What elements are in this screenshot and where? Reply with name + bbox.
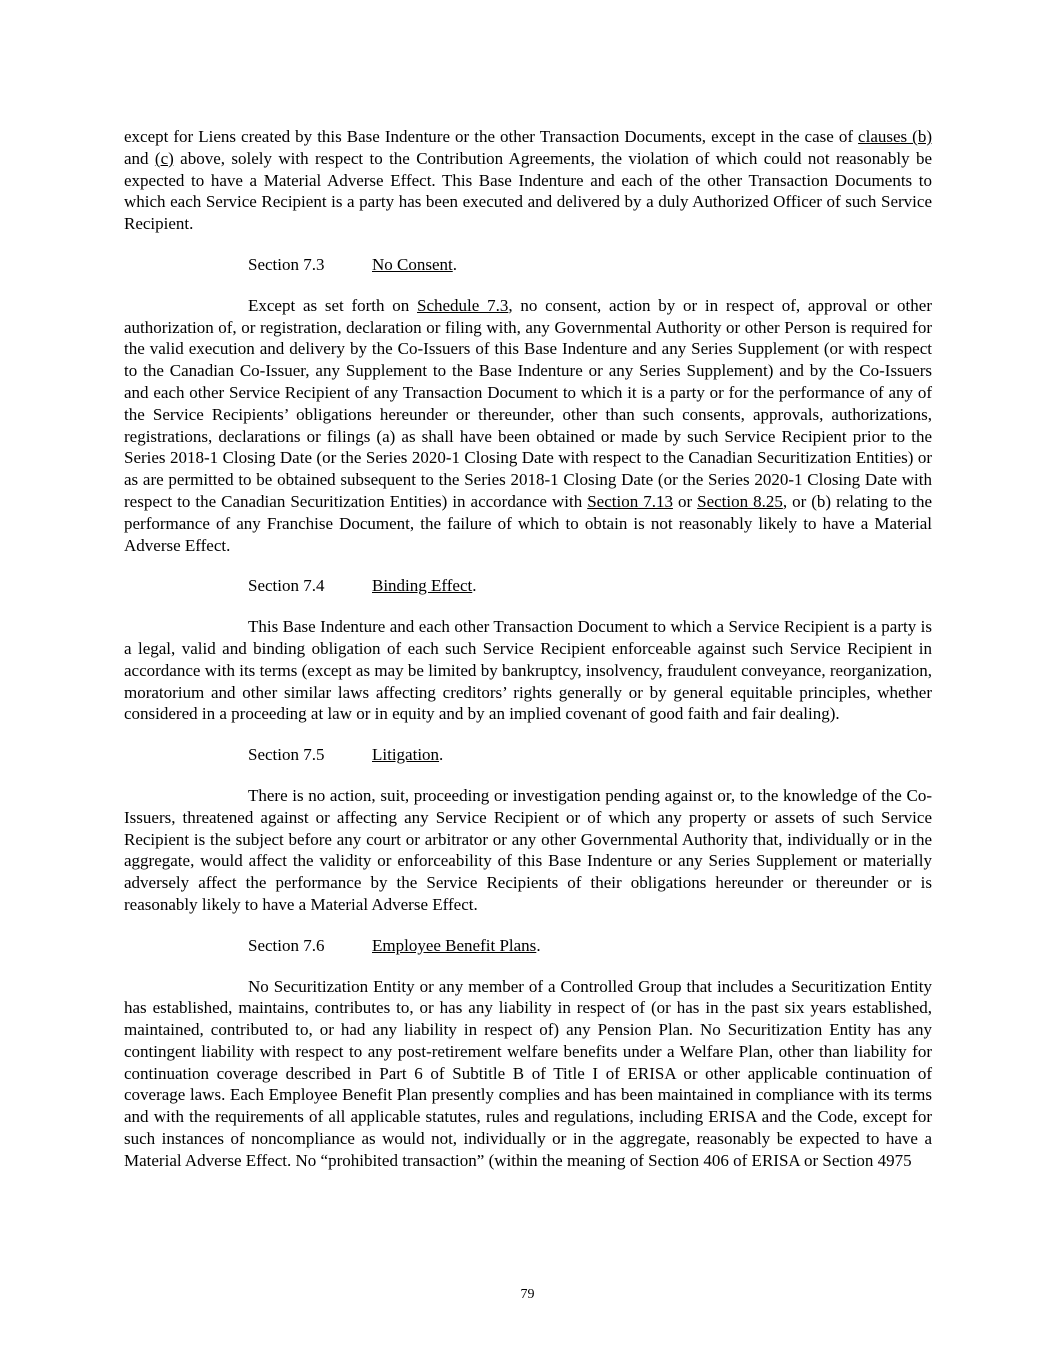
intro-text-2: and — [124, 148, 155, 168]
section-7-6-period: . — [536, 935, 541, 955]
schedule-7-3-reference: Schedule 7.3 — [417, 295, 509, 315]
section-7-3-period: . — [452, 254, 457, 274]
clause-c-reference: (c) — [154, 148, 174, 168]
section-7-5-period: . — [439, 745, 444, 765]
section-7-6-title: Employee Benefit Plans — [372, 935, 537, 955]
section-7-3-number: Section 7.3 — [248, 254, 325, 274]
section-8-25-reference: Section 8.25 — [697, 491, 783, 511]
intro-text-1: except for Liens created by this Base Indenture or the other Transaction Documents, except in the case of — [124, 127, 859, 146]
section-7-3-text-3: or — [672, 491, 698, 511]
section-7-6-number: Section 7.6 — [248, 935, 325, 955]
section-7-5-number: Section 7.5 — [248, 745, 325, 765]
section-7-6-heading — [248, 935, 932, 957]
section-7-3-text-1: Except as set forth on — [248, 295, 418, 315]
section-7-3-title: No Consent — [372, 254, 453, 274]
section-7-6-body: No Securitization Entity or any member of a Controlled Group that includes a Securitization Entity has established, maintains, contributes to, or has any liability in respect of (or has in the past six years established, maintained, contributed to, or had any liability in respect of) any Pension Plan. No Securitization Entity has any contingent liability with respect to any post-retirement welfare benefits under a Welfare Plan, other than liability for continuation coverage described in Part 6 of Subtitle B of Title I of ERISA or other applicable continuation of coverage laws. Each Employee Benefit Plan presently complies and has been maintained in compliance with its terms and with the requirements of all applicable statutes, rules and regulations, including ERISA and the Code, except for such instances of noncompliance as would not, individually or in the aggregate, reasonably be expected to have a Material Adverse Effect. No “prohibited transaction” (within the meaning of Section 406 of ERISA or Section 4975 — [124, 976, 932, 1170]
section-7-13-reference: Section 7.13 — [587, 491, 673, 511]
intro-paragraph — [124, 126, 932, 235]
intro-text-3: above, solely with respect to the Contribution Agreements, the violation of which could not reasonably be expected to have a Material Adverse Effect. This Base Indenture and each of the other Transaction Documents to which each Service Recipient is a party has been executed and delivered by a duly Authorized Officer of such Service Recipient. — [124, 148, 932, 234]
section-7-3-text-4: , or (b) relating to the performance of any Franchise Document, the failure of which to obtain is not reasonably likely to have a Material Adverse Effect. — [124, 491, 932, 555]
clauses-b-reference: clauses (b) — [858, 127, 932, 146]
section-7-5-heading — [248, 744, 932, 766]
section-7-4-heading — [248, 575, 932, 597]
page-number: 79 — [520, 1287, 535, 1302]
section-7-4-period: . — [472, 576, 477, 596]
section-7-3-text-2: , no consent, action by or in respect of, approval or other authorization of, or registration, declaration or filing with, any Governmental Authority or other Person is required for the valid execution and delivery by the Co-Issuers of this Base Indenture and any Series Supplement (or with respect to the Canadian Co-Issuer, any Supplement to the Base Indenture or any Series Supplement) and by the Co-Issuers and each other Service Recipient of any Transaction Document to which it is a party or for the performance of any of the Service Recipients’ obligations hereunder or thereunder, other than such consents, approvals, authorizations, registrations, declarations or filings (a) as shall have been obtained or made by such Service Recipient prior to the Series 2018-1 Closing Date (or the Series 2020-1 Closing Date with respect to the Canadian Securitization Entities) or as are permitted to be obtained subsequent to the Series 2018-1 Closing Date (or the Series 2020-1 Closing Date with respect to the Canadian Securitization Entities) in accordance with — [124, 295, 932, 511]
section-7-3-body — [124, 295, 932, 557]
section-7-4-title: Binding Effect — [372, 576, 473, 596]
page-body — [124, 126, 932, 1191]
section-7-3-heading — [248, 254, 932, 276]
section-7-5-title: Litigation — [372, 745, 440, 765]
section-7-4-body: This Base Indenture and each other Transaction Document to which a Service Recipient is a party is a legal, valid and binding obligation of each such Service Recipient enforceable against such Service Recipient in accordance with its terms (except as may be limited by bankruptcy, insolvency, fraudulent conveyance, reorganization, moratorium and other similar laws affecting creditors’ rights generally or by general equitable principles, whether considered in a proceeding at law or in equity and by an implied covenant of good faith and fair dealing). — [124, 617, 932, 724]
section-7-5-body: There is no action, suit, proceeding or investigation pending against or, to the knowledge of the Co-Issuers, threatened against or affecting any Service Recipient or of which any property or assets of such Service Recipient is the subject before any court or arbitrator or any other Governmental Authority that, individually or in the aggregate, would affect the validity or enforceability of this Base Indenture or any Series Supplement or materially adversely affect the performance by the Service Recipients of their obligations hereunder or thereunder or is reasonably likely to have a Material Adverse Effect. — [124, 785, 932, 914]
section-7-4-number: Section 7.4 — [248, 576, 325, 596]
